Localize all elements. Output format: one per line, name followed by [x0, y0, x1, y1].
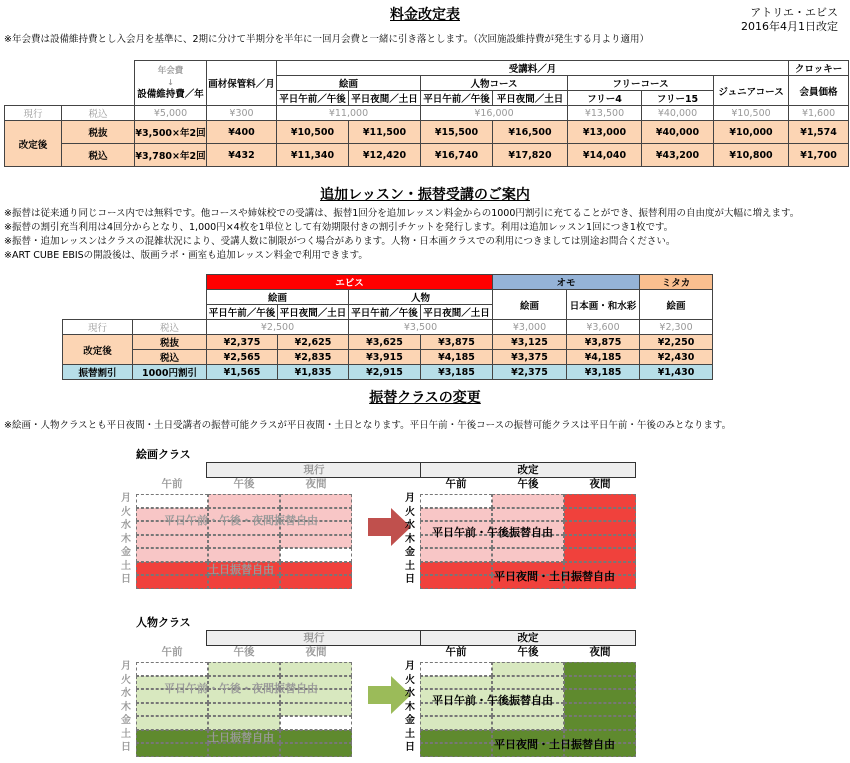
- revised-night-text: 平日夜間・土日振替自由: [494, 738, 615, 751]
- sub-header: フリー4: [568, 91, 642, 106]
- schedule-cell: [280, 743, 352, 757]
- day-label: 金: [121, 715, 131, 726]
- cell: ¥2,500: [207, 320, 349, 335]
- cell: ¥3,125: [493, 335, 567, 350]
- revised-day-text: 平日午前・午後振替自由: [432, 694, 553, 707]
- day-label: 火: [405, 506, 415, 518]
- class-title: 人物クラス: [136, 616, 191, 629]
- cell: ¥2,250: [640, 335, 713, 350]
- cell: ¥3,780×年2回: [135, 144, 207, 167]
- discount-row: [63, 365, 713, 380]
- arrow-body: [368, 686, 392, 704]
- cell: ¥2,375: [207, 335, 278, 350]
- schedule-cell: [208, 662, 280, 676]
- schedule-cell: [492, 494, 564, 508]
- day-label: 水: [405, 688, 415, 699]
- day-label: 土: [121, 560, 131, 572]
- tax-label: 税抜: [62, 121, 135, 144]
- sub-header: 平日午前／午後: [349, 305, 421, 320]
- day-label: 土: [121, 728, 131, 740]
- cell: ¥10,500: [277, 121, 349, 144]
- schedule-cell: [280, 662, 352, 676]
- schedule-cell: [280, 548, 352, 562]
- tax-label: 税込: [62, 144, 135, 167]
- revised-header: 改定: [420, 462, 636, 478]
- schedule-cell: [564, 508, 636, 522]
- revision-date: 2016年4月1日改定: [741, 20, 838, 33]
- nihonga-header: 日本画・和水彩: [567, 290, 640, 320]
- schedule-cell: [564, 689, 636, 703]
- cell: ¥2,835: [278, 350, 349, 365]
- tax-label: 税抜: [133, 335, 207, 350]
- schedule-cell: [420, 662, 492, 676]
- day-label: 土: [405, 728, 415, 740]
- sub-header: 平日午前／午後: [207, 305, 278, 320]
- member-header: 会員価格: [789, 76, 849, 106]
- schedule-cell: [420, 575, 492, 589]
- day-label: 日: [121, 742, 131, 753]
- cell: ¥17,820: [493, 144, 568, 167]
- cell: ¥3,185: [421, 365, 493, 380]
- annual-fee-note: ※年会費は設備維持費とし入会月を基準に、2期に分けて半期分を半年に一回月会費と一緒に引き落とします。（次回施設維持費が発生する月より適用）: [4, 34, 649, 45]
- day-label: 木: [405, 701, 415, 713]
- annual-arrow: ↓: [167, 78, 174, 87]
- current-row: [63, 320, 713, 335]
- schedule-cell: [136, 703, 208, 717]
- cell: ¥16,740: [421, 144, 493, 167]
- schedule-cell: [280, 535, 352, 549]
- sub-header: 平日夜間／土日: [349, 91, 421, 106]
- day-label: 金: [405, 547, 415, 558]
- cell: ¥10,800: [714, 144, 789, 167]
- row-label: 振替割引: [63, 365, 133, 380]
- tuition-header: 受講料／月: [277, 61, 789, 76]
- cell: ¥300: [207, 106, 277, 121]
- fee-table: [4, 60, 849, 167]
- jinbutsu-header: 人物コース: [421, 76, 568, 91]
- page-title: 料金改定表: [390, 7, 460, 23]
- row-label: 改定後: [63, 335, 133, 365]
- day-label: 月: [121, 661, 131, 672]
- schedule-cell: [280, 716, 352, 730]
- sub-header: フリー15: [642, 91, 714, 106]
- current-weekend-text: 土日振替自由: [208, 731, 274, 744]
- day-label: 金: [121, 547, 131, 558]
- cell: ¥11,000: [277, 106, 421, 121]
- schedule-cell: [564, 535, 636, 549]
- schedule-cell: [420, 676, 492, 690]
- cell: ¥4,185: [421, 350, 493, 365]
- cell: ¥11,500: [349, 121, 421, 144]
- mitaka-kaiga-header: 絵画: [640, 290, 713, 320]
- free-header: フリーコース: [568, 76, 714, 91]
- schedule-cell: [564, 662, 636, 676]
- schedule-cell: [136, 662, 208, 676]
- schedule-cell: [208, 716, 280, 730]
- annual-fee-header: 設備維持費／年: [137, 89, 204, 100]
- omo-header: オモ: [493, 275, 640, 290]
- schedule-cell: [280, 703, 352, 717]
- schedule-cell: [136, 743, 208, 757]
- time-label: 夜間: [589, 478, 611, 490]
- cell: ¥3,915: [349, 350, 421, 365]
- schedule-cell: [136, 494, 208, 508]
- day-label: 水: [121, 688, 131, 699]
- day-label: 木: [405, 533, 415, 545]
- schedule-cell: [208, 535, 280, 549]
- time-label: 午前: [445, 646, 467, 658]
- cell: ¥10,500: [714, 106, 789, 121]
- time-label: 夜間: [305, 478, 327, 490]
- sub-header: 平日午前／午後: [421, 91, 493, 106]
- cell: ¥2,625: [278, 335, 349, 350]
- row-label: 改定後: [5, 121, 62, 167]
- cell: ¥3,875: [421, 335, 493, 350]
- day-label: 木: [121, 701, 131, 713]
- junior-header: ジュニアコース: [714, 76, 789, 106]
- cell: ¥1,600: [789, 106, 849, 121]
- cell: ¥12,420: [349, 144, 421, 167]
- cell: ¥11,340: [277, 144, 349, 167]
- revised-night-text: 平日夜間・土日振替自由: [494, 570, 615, 583]
- cell: ¥13,000: [568, 121, 642, 144]
- cell: ¥3,000: [493, 320, 567, 335]
- cell: ¥2,565: [207, 350, 278, 365]
- tax-label: 税込: [62, 106, 135, 121]
- cell: ¥15,500: [421, 121, 493, 144]
- change-title: 振替クラスの変更: [369, 390, 481, 406]
- schedule-cell: [420, 494, 492, 508]
- ebisu-header: エビス: [207, 275, 493, 290]
- schedule-cell: [208, 703, 280, 717]
- org-name: アトリエ・エビス: [750, 6, 838, 19]
- sub-header: 平日夜間／土日: [278, 305, 349, 320]
- schedule-cell: [208, 548, 280, 562]
- cell: ¥400: [207, 121, 277, 144]
- time-label: 午前: [445, 478, 467, 490]
- time-label: 午前: [161, 478, 183, 490]
- cell: ¥16,500: [493, 121, 568, 144]
- cell: ¥3,500: [349, 320, 493, 335]
- cell: ¥40,000: [642, 106, 714, 121]
- time-label: 夜間: [589, 646, 611, 658]
- croquis-header: クロッキー: [789, 61, 849, 76]
- cell: ¥3,185: [567, 365, 640, 380]
- cell: ¥1,574: [789, 121, 849, 144]
- current-overlay-text: 平日午前・午後・夜間振替自由: [164, 682, 318, 695]
- schedule-cell: [564, 676, 636, 690]
- cell: ¥3,875: [567, 335, 640, 350]
- cell: ¥14,040: [568, 144, 642, 167]
- schedule-cell: [136, 562, 208, 576]
- row-label: 現行: [5, 106, 62, 121]
- extra-note: ※ART CUBE EBISの開設後は、版画ラボ・画室も追加レッスン料金で利用できます。: [4, 250, 368, 261]
- time-label: 夜間: [305, 646, 327, 658]
- schedule-cell: [280, 494, 352, 508]
- extra-lesson-title: 追加レッスン・振替受講のご案内: [320, 187, 530, 203]
- time-label: 午後: [233, 478, 255, 490]
- schedule-cell: [280, 730, 352, 744]
- schedule-cell: [208, 575, 280, 589]
- class-title: 絵画クラス: [136, 448, 191, 461]
- cell: ¥40,000: [642, 121, 714, 144]
- schedule-cell: [136, 575, 208, 589]
- discount-sub: 1000円割引: [133, 365, 207, 380]
- day-label: 水: [121, 520, 131, 531]
- row-label: 現行: [63, 320, 133, 335]
- cell: ¥1,565: [207, 365, 278, 380]
- schedule-cell: [420, 548, 492, 562]
- extra-lesson-table: [62, 274, 713, 380]
- schedule-cell: [564, 548, 636, 562]
- day-label: 金: [405, 715, 415, 726]
- schedule-cell: [420, 716, 492, 730]
- revised-header: 改定: [420, 630, 636, 646]
- current-header: 現行: [206, 462, 422, 478]
- mitaka-header: ミタカ: [640, 275, 713, 290]
- revised-in-row: [63, 350, 713, 365]
- cell: ¥16,000: [421, 106, 568, 121]
- cell: ¥5,000: [135, 106, 207, 121]
- cell: ¥2,375: [493, 365, 567, 380]
- revised-ex-row: [63, 335, 713, 350]
- cell: ¥43,200: [642, 144, 714, 167]
- cell: ¥3,500×年2回: [135, 121, 207, 144]
- time-label: 午後: [233, 646, 255, 658]
- day-label: 木: [121, 533, 131, 545]
- day-label: 火: [121, 674, 131, 686]
- schedule-cell: [420, 508, 492, 522]
- cell: ¥2,300: [640, 320, 713, 335]
- cell: ¥2,915: [349, 365, 421, 380]
- schedule-cell: [280, 575, 352, 589]
- tax-label: 税込: [133, 320, 207, 335]
- schedule-cell: [136, 548, 208, 562]
- extra-note: ※振替は従来通り同じコース内では無料です。他コースや姉妹校での受講は、振替1回分を追加レッスン料金からの1000円割引に充てることができ、振替利用の自由度が大幅に増えます。: [4, 208, 800, 219]
- day-label: 日: [121, 574, 131, 585]
- current-row: [5, 106, 849, 121]
- cell: ¥3,600: [567, 320, 640, 335]
- revised-day-text: 平日午前・午後振替自由: [432, 526, 553, 539]
- sub-header: 平日午前／午後: [277, 91, 349, 106]
- schedule-cell: [564, 716, 636, 730]
- cell: ¥13,500: [568, 106, 642, 121]
- schedule-cell: [564, 703, 636, 717]
- annual-top-label: 年会費: [157, 66, 184, 76]
- day-label: 月: [121, 493, 131, 504]
- cell: ¥3,375: [493, 350, 567, 365]
- day-label: 水: [405, 520, 415, 531]
- schedule-cell: [420, 730, 492, 744]
- day-label: 月: [405, 661, 415, 672]
- time-label: 午後: [517, 646, 539, 658]
- current-header: 現行: [206, 630, 422, 646]
- schedule-cell: [208, 494, 280, 508]
- day-label: 月: [405, 493, 415, 504]
- kaiga-header: 絵画: [277, 76, 421, 91]
- schedule-cell: [136, 716, 208, 730]
- time-label: 午前: [161, 646, 183, 658]
- cell: ¥1,700: [789, 144, 849, 167]
- day-label: 土: [405, 560, 415, 572]
- cell: ¥1,430: [640, 365, 713, 380]
- schedule-cell: [136, 730, 208, 744]
- schedule-cell: [492, 548, 564, 562]
- cell: ¥10,000: [714, 121, 789, 144]
- schedule-cell: [564, 494, 636, 508]
- time-label: 午後: [517, 478, 539, 490]
- revised-ex-row: [5, 121, 849, 144]
- cell: ¥3,625: [349, 335, 421, 350]
- schedule-cell: [492, 716, 564, 730]
- schedule-cell: [420, 562, 492, 576]
- schedule-cell: [492, 662, 564, 676]
- extra-note: ※振替の割引充当利用は4回分からとなり、1,000円×4枚を1単位として有効期限付きの割引チケットを発行します。利用は追加レッスン1回につき1枚です。: [4, 222, 674, 233]
- schedule-cell: [420, 743, 492, 757]
- schedule-cell: [564, 521, 636, 535]
- extra-note: ※振替・追加レッスンはクラスの混雑状況により、受講人数に制限がつく場合があります。人物・日本画クラスでの利用につきましては別途お問合ください。: [4, 236, 676, 247]
- current-weekend-text: 土日振替自由: [208, 563, 274, 576]
- day-label: 日: [405, 742, 415, 753]
- day-label: 日: [405, 574, 415, 585]
- jinbutsu-header: 人物: [349, 290, 493, 305]
- sub-header: 平日夜間／土日: [493, 91, 568, 106]
- omo-kaiga-header: 絵画: [493, 290, 567, 320]
- day-label: 火: [405, 674, 415, 686]
- tax-label: 税込: [133, 350, 207, 365]
- cell: ¥4,185: [567, 350, 640, 365]
- schedule-cell: [280, 562, 352, 576]
- arrow-body: [368, 518, 392, 536]
- cell: ¥2,430: [640, 350, 713, 365]
- schedule-cell: [208, 743, 280, 757]
- schedule-cell: [136, 535, 208, 549]
- schedule-cell: [492, 508, 564, 522]
- sub-header: 平日夜間／土日: [421, 305, 493, 320]
- cell: ¥1,835: [278, 365, 349, 380]
- cell: ¥432: [207, 144, 277, 167]
- current-overlay-text: 平日午前・午後・夜間振替自由: [164, 514, 318, 527]
- revised-in-row: [5, 144, 849, 167]
- day-label: 火: [121, 506, 131, 518]
- kaiga-header: 絵画: [207, 290, 349, 305]
- schedule-cell: [492, 676, 564, 690]
- material-fee-header: 画材保管料／月: [207, 61, 277, 106]
- change-note: ※絵画・人物クラスとも平日夜間・土日受講者の振替可能クラスが平日夜間・土日となります。平日午前・午後コースの振替可能クラスは平日午前・午後のみとなります。: [4, 420, 732, 431]
